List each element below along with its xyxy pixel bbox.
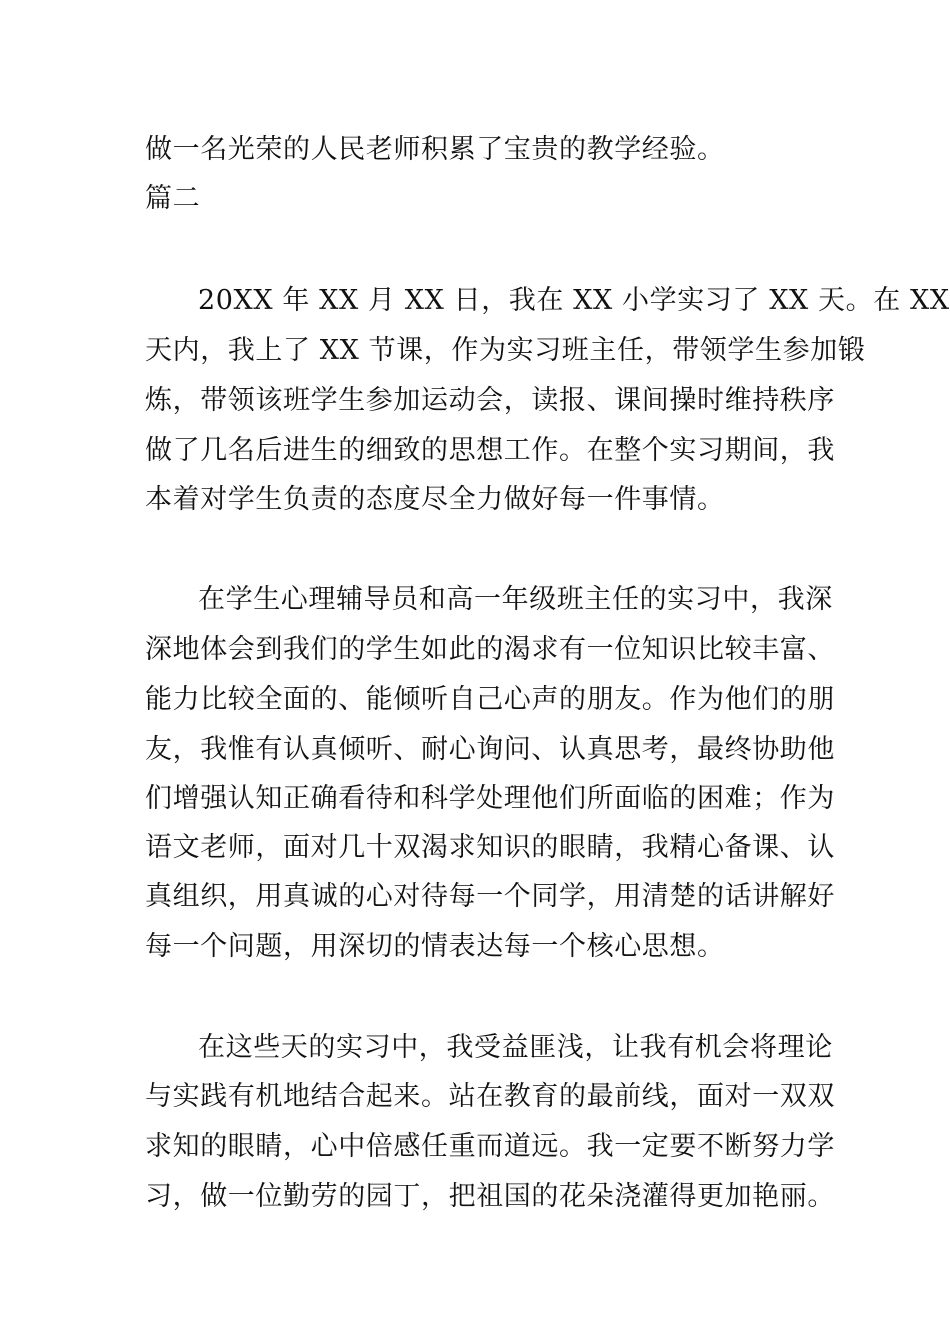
- paragraph-line: 们增强认知正确看待和科学处理他们所面临的困难；作为: [145, 783, 835, 814]
- paragraph-line: 在学生心理辅导员和高一年级班主任的实习中，我深: [198, 584, 833, 615]
- paragraph-line: 每一个问题，用深切的情表达每一个核心思想。: [145, 931, 725, 962]
- paragraph-line: 炼，带领该班学生参加运动会，读报、课间操时维持秩序: [145, 385, 835, 416]
- paragraph-line: 真组织，用真诚的心对待每一个同学，用清楚的话讲解好: [145, 881, 835, 912]
- paragraph-line: 习，做一位勤劳的园丁，把祖国的花朵浇灌得更加艳丽。: [145, 1181, 835, 1212]
- paragraph-line: 天内，我上了 XX 节课，作为实习班主任，带领学生参加锻: [145, 335, 866, 366]
- paragraph-line: 能力比较全面的、能倾听自己心声的朋友。作为他们的朋: [145, 684, 835, 715]
- section-heading: 篇二: [145, 183, 201, 214]
- paragraph-line: 20XX 年 XX 月 XX 日，我在 XX 小学实习了 XX 天。在 XX: [198, 285, 950, 316]
- paragraph-line: 做了几名后进生的细致的思想工作。在整个实习期间，我: [145, 435, 835, 466]
- paragraph-line: 本着对学生负责的态度尽全力做好每一件事情。: [145, 484, 725, 515]
- paragraph-line: 深地体会到我们的学生如此的渴求有一位知识比较丰富、: [145, 634, 835, 665]
- paragraph-line: 在这些天的实习中，我受益匪浅，让我有机会将理论: [198, 1032, 833, 1063]
- paragraph-line: 语文老师，面对几十双渴求知识的眼睛，我精心备课、认: [145, 832, 835, 863]
- paragraph-line: 求知的眼睛，心中倍感任重而道远。我一定要不断努力学: [145, 1131, 835, 1162]
- intro-line: 做一名光荣的人民老师积累了宝贵的教学经验。: [145, 134, 725, 165]
- paragraph-line: 友，我惟有认真倾听、耐心询问、认真思考，最终协助他: [145, 734, 835, 765]
- paragraph-line: 与实践有机地结合起来。站在教育的最前线，面对一双双: [145, 1081, 835, 1112]
